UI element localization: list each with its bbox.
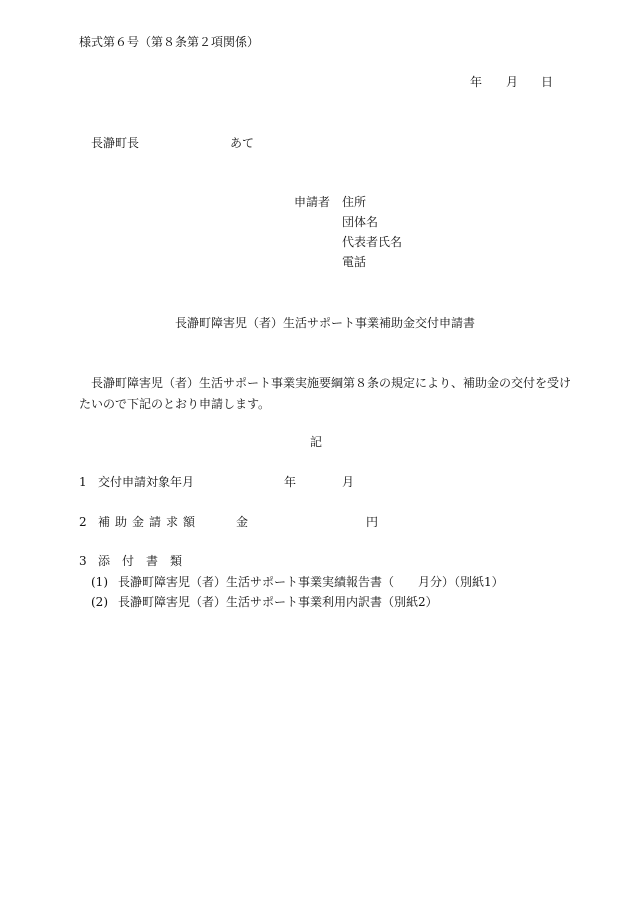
- attachment-1-text: 長瀞町障害児（者）生活サポート事業実績報告書（ 月分）（別紙1）: [118, 575, 504, 589]
- applicant-org-label: 団体名: [342, 215, 379, 229]
- applicant-role: 申請者: [294, 195, 331, 209]
- addressee-name: 長瀞町長: [91, 136, 140, 150]
- item-1-number: 1: [79, 475, 87, 489]
- ki-heading: 記: [310, 435, 323, 449]
- item-1-month: 月: [342, 475, 355, 489]
- attachment-1-number: (1): [91, 575, 108, 589]
- date-month: 月: [506, 75, 519, 89]
- item-1-label: 交付申請対象年月: [98, 475, 195, 489]
- date-year: 年: [470, 75, 483, 89]
- applicant-address-label: 住所: [342, 195, 367, 209]
- document-title: 長瀞町障害児（者）生活サポート事業補助金交付申請書: [175, 316, 476, 330]
- body-line-1: 長瀞町障害児（者）生活サポート事業実施要綱第８条の規定により、補助金の交付を受け: [91, 376, 572, 390]
- body-line-2: たいので下記のとおり申請します。: [79, 397, 271, 411]
- form-number: 様式第６号（第８条第２項関係）: [79, 35, 260, 49]
- applicant-rep-label: 代表者氏名: [342, 235, 403, 249]
- attachment-2-text: 長瀞町障害児（者）生活サポート事業利用内訳書（別紙2）: [118, 595, 438, 609]
- item-2-number: 2: [79, 515, 87, 529]
- item-3-label: 添 付 書 類: [98, 554, 183, 568]
- date-day: 日: [541, 75, 554, 89]
- item-1-year: 年: [284, 475, 297, 489]
- attachment-2-number: (2): [91, 595, 108, 609]
- item-3-number: 3: [79, 554, 87, 568]
- item-2-label: 補助金請求額: [98, 515, 201, 529]
- item-2-kin: 金: [236, 515, 249, 529]
- applicant-phone-label: 電話: [342, 255, 367, 269]
- addressee-suffix: あて: [230, 136, 255, 150]
- item-2-yen: 円: [366, 515, 379, 529]
